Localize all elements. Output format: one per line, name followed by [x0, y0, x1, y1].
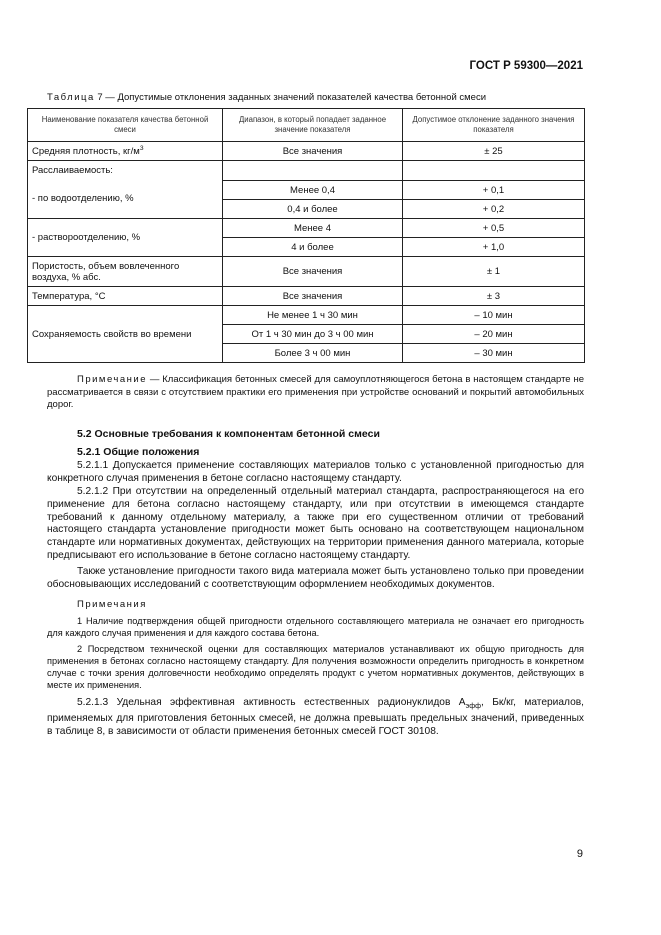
stratification-label: Расслаиваемость:	[32, 165, 113, 176]
row-range: Более 3 ч 00 мин	[223, 344, 403, 363]
row-deviation: + 0,1	[403, 181, 585, 200]
table-caption-text: 7 — Допустимые отклонения заданных значений показателей качества бетонной смеси	[94, 92, 487, 103]
note-2: 2 Посредством технической оценки для составляющих материалов устанавливают их общую пригодность для применения в бетонах согласно настоящему стандарту. Для получения возможности определить пригодность в конкретном случае с точки зрения долговечности необходимо определять продукт с учетом нормативных документов, действующих в месте их применения.	[47, 644, 584, 690]
row-name: Пористость, объем вовлеченного воздуха, % абс.	[28, 257, 223, 287]
row-name: Температура, °С	[28, 287, 223, 306]
row-range: Менее 4	[223, 219, 403, 238]
table-caption	[47, 92, 486, 103]
paragraph-5-2-1-3	[47, 697, 584, 738]
note-word: Примечание	[77, 374, 147, 385]
p5213-before: 5.2.1.3 Удельная эффективная активность естественных радионуклидов А	[77, 697, 466, 708]
row-name	[28, 142, 223, 161]
standard-code: ГОСТ Р 59300—2021	[469, 60, 583, 72]
density-sup: 3	[139, 144, 144, 152]
row-deviation: ± 1	[403, 257, 585, 287]
row-range: Все значения	[223, 287, 403, 306]
row-range: От 1 ч 30 мин до 3 ч 00 мин	[223, 325, 403, 344]
table-row	[28, 161, 585, 181]
row-range: Не менее 1 ч 30 мин	[223, 306, 403, 325]
deviation-table	[27, 108, 585, 363]
notes-title	[77, 599, 147, 612]
row-deviation: + 0,5	[403, 219, 585, 238]
col-header-name: Наименование показателя качества бетонной смеси	[28, 109, 223, 142]
row-name	[28, 161, 223, 219]
row-deviation: – 20 мин	[403, 325, 585, 344]
table-caption-word: Таблица	[47, 92, 95, 103]
table-row	[28, 219, 585, 238]
table-row	[28, 287, 585, 306]
table-header-row	[28, 109, 585, 142]
section-heading-5-2: 5.2 Основные требования к компонентам бетонной смеси	[77, 428, 380, 440]
row-deviation	[403, 161, 585, 181]
col-header-deviation: Допустимое отклонение заданного значения показателя	[403, 109, 585, 142]
row-deviation: + 0,2	[403, 200, 585, 219]
paragraph-5-2-1-2: 5.2.1.2 При отсутствии на определенный отдельный материал стандарта, распространяющегося на его применение для бетона согласно настоящему стандарту, или при отсутствии в имеющемся стандарте требований к данному отдельному материалу, а также при его существенном отличии от требований настоящего стандарта установление пригодности может быть основано на соответствующем национальном стандарте или нормативных документах, действующих на территории применения данного материала, которые предписывают его использование в бетоне согласно настоящему стандарту.	[47, 486, 584, 561]
paragraph-5-2-1-1: 5.2.1.1 Допускается применение составляющих материалов только с установленной пригодностью для конкретного случая применения в бетоне согласно настоящему стандарту.	[47, 460, 584, 484]
note-1: 1 Наличие подтверждения общей пригодности отдельного составляющего материала не означает его пригодность для каждого случая применения и для каждого состава бетона.	[47, 616, 584, 638]
water-label: - по водоотделению, %	[32, 193, 134, 204]
row-deviation: ± 3	[403, 287, 585, 306]
row-range: Все значения	[223, 257, 403, 287]
table-row	[28, 306, 585, 325]
page-number: 9	[576, 848, 583, 860]
paragraph-also: Также установление пригодности такого вида материала может быть установлено только при проведении обосновывающих исследований с соответствующим оформлением необходимых документов.	[47, 566, 584, 590]
p5213-after: , Бк/кг, материалов, применяемых для приготовления бетонных смесей, не должна превышать предельных значений, приведенных в таблице 8, в зависимости от области применения бетонных смесей ГОСТ 30108.	[47, 697, 585, 737]
p5213-sub: эфф	[465, 702, 481, 711]
row-range: 0,4 и более	[223, 200, 403, 219]
table-row	[28, 257, 585, 287]
row-range: Все значения	[223, 142, 403, 161]
row-range: Менее 0,4	[223, 181, 403, 200]
notes-title-text: Примечания	[77, 599, 147, 610]
note-text: — Классификация бетонных смесей для самоуплотняющегося бетона в настоящем стандарте не рассматривается в связи с отсутствием практики его применения при устройстве оснований и покрытий автомобильных дорог.	[47, 374, 584, 410]
row-deviation: + 1,0	[403, 238, 585, 257]
row-name: - раствороотделению, %	[28, 219, 223, 257]
section-heading-5-2-1: 5.2.1 Общие положения	[77, 446, 200, 458]
table-note	[47, 374, 584, 412]
row-deviation: ± 25	[403, 142, 585, 161]
row-deviation: – 10 мин	[403, 306, 585, 325]
col-header-range: Диапазон, в который попадает заданное значение показателя	[223, 109, 403, 142]
row-deviation: – 30 мин	[403, 344, 585, 363]
row-range	[223, 161, 403, 181]
density-label: Средняя плотность, кг/м	[32, 146, 140, 158]
table-row	[28, 142, 585, 161]
row-range: 4 и более	[223, 238, 403, 257]
row-name: Сохраняемость свойств во времени	[28, 306, 223, 363]
